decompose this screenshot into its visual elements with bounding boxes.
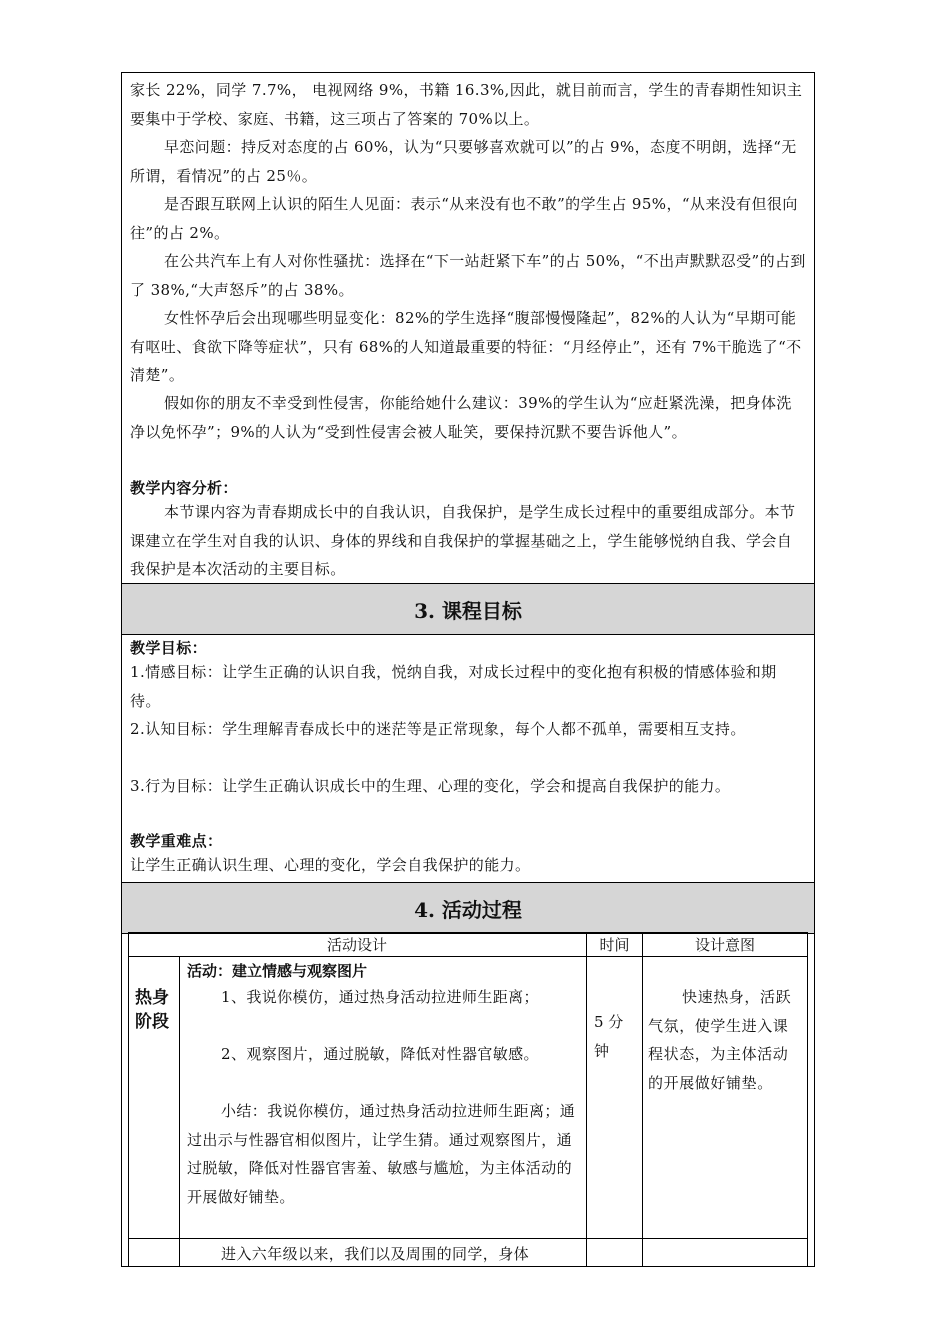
content-analysis-heading: 教学内容分析： xyxy=(130,479,238,497)
activity-time: 5 分钟 xyxy=(594,1013,624,1060)
activity-intent: 快速热身，活跃气氛，使学生进入课程状态，为主体活动的开展做好铺垫。 xyxy=(648,988,792,1092)
table-top-border xyxy=(128,932,808,933)
survey-sources-paragraph: 家长 22%，同学 7.7%， 电视网络 9%，书籍 16.3%,因此，就目前而言，学生的青春期性知识主要集中于学校、家庭、书籍，这三项占了答案的 70%以上。 xyxy=(130,81,803,128)
activity-step-1: 1、我说你模仿，通过热身活动拉进师生距离； xyxy=(221,988,539,1006)
survey-online-strangers-paragraph: 是否跟互联网上认识的陌生人见面：表示“从来没有也不敢”的学生占 95%，“从来没有但很向往”的占 2%。 xyxy=(130,195,798,242)
goal-cognitive: 2.认知目标：学生理解青春成长中的迷茫等是正常现象，每个人都不孤单，需要相互支持。 xyxy=(130,720,746,738)
header-time: 时间 xyxy=(599,936,630,954)
header-activity-design: 活动设计 xyxy=(326,936,387,954)
goal-behavioral: 3.行为目标：让学生正确认识成长中的生理、心理的变化，学会和提高自我保护的能力。 xyxy=(130,777,731,795)
table-left-border xyxy=(128,932,129,1267)
survey-pregnancy-paragraph: 女性怀孕后会出现哪些明显变化：82%的学生选择“腹部慢慢隆起”，82%的人认为“早期可能有呕吐、食欲下降等症状”，只有 68%的人知道最重要的特征：“月经停止”，还有 7%干脆选了“不清楚”。 xyxy=(130,309,802,384)
survey-advice-paragraph: 假如你的朋友不幸受到性侵害，你能给她什么建议：39%的学生认为“应赶紧洗澡，把身体洗净以免怀孕”；9%的人认为“受到性侵害会被人耻笑，要保持沉默不要告诉他人”。 xyxy=(130,394,792,441)
table-right-border xyxy=(807,932,808,1267)
activity-step-2: 2、观察图片，通过脱敏，降低对性器官敏感。 xyxy=(221,1045,539,1063)
goals-heading: 教学目标： xyxy=(130,639,208,657)
activity-summary: 小结：我说你模仿，通过热身活动拉进师生距离；通过出示与性器官相似图片，让学生猜。通过观察图片，通过脱敏，降低对性器官害羞、敏感与尴尬，为主体活动的开展做好铺垫。 xyxy=(187,1102,576,1206)
header-design-intent: 设计意图 xyxy=(694,936,755,954)
section3-title: 3. 课程目标 xyxy=(122,583,814,635)
goal-emotional: 1.情感目标：让学生正确的认识自我，悦纳自我，对成长过程中的变化抱有积极的情感体验和期待。 xyxy=(130,663,777,710)
next-row-text: 进入六年级以来，我们以及周围的同学，身体 xyxy=(221,1245,530,1263)
key-points-heading: 教学重难点： xyxy=(130,832,223,850)
activity-title: 活动：建立情感与观察图片 xyxy=(187,962,368,980)
content-analysis-body: 本节课内容为青春期成长中的自我认识，自我保护，是学生成长过程中的重要组成部分。本节课建立在学生对自我的认识、身体的界线和自我保护的掌握基础之上，学生能够悦纳自我、学会自我保护是本次活动的主要目标。 xyxy=(130,503,796,578)
table-header-divider xyxy=(128,956,808,957)
survey-bus-harassment-paragraph: 在公共汽车上有人对你性骚扰：选择在“下一站赶紧下车”的占 50%，“不出声默默忍受”的占到了 38%,“大声怒斥”的占 38%。 xyxy=(130,252,806,299)
survey-early-love-paragraph: 早恋问题：持反对态度的占 60%，认为“只要够喜欢就可以”的占 9%，态度不明朗，选择“无所谓，看情况”的占 25％。 xyxy=(130,138,797,185)
table-row-divider xyxy=(128,1238,808,1239)
key-points-body: 让学生正确认识生理、心理的变化，学会自我保护的能力。 xyxy=(130,856,531,874)
table-intent-divider xyxy=(642,932,643,1267)
table-time-divider xyxy=(586,932,587,1267)
section4-title: 4. 活动过程 xyxy=(122,882,814,934)
stage-warmup: 热身阶段 xyxy=(135,988,169,1032)
table-stage-divider xyxy=(179,956,180,1267)
